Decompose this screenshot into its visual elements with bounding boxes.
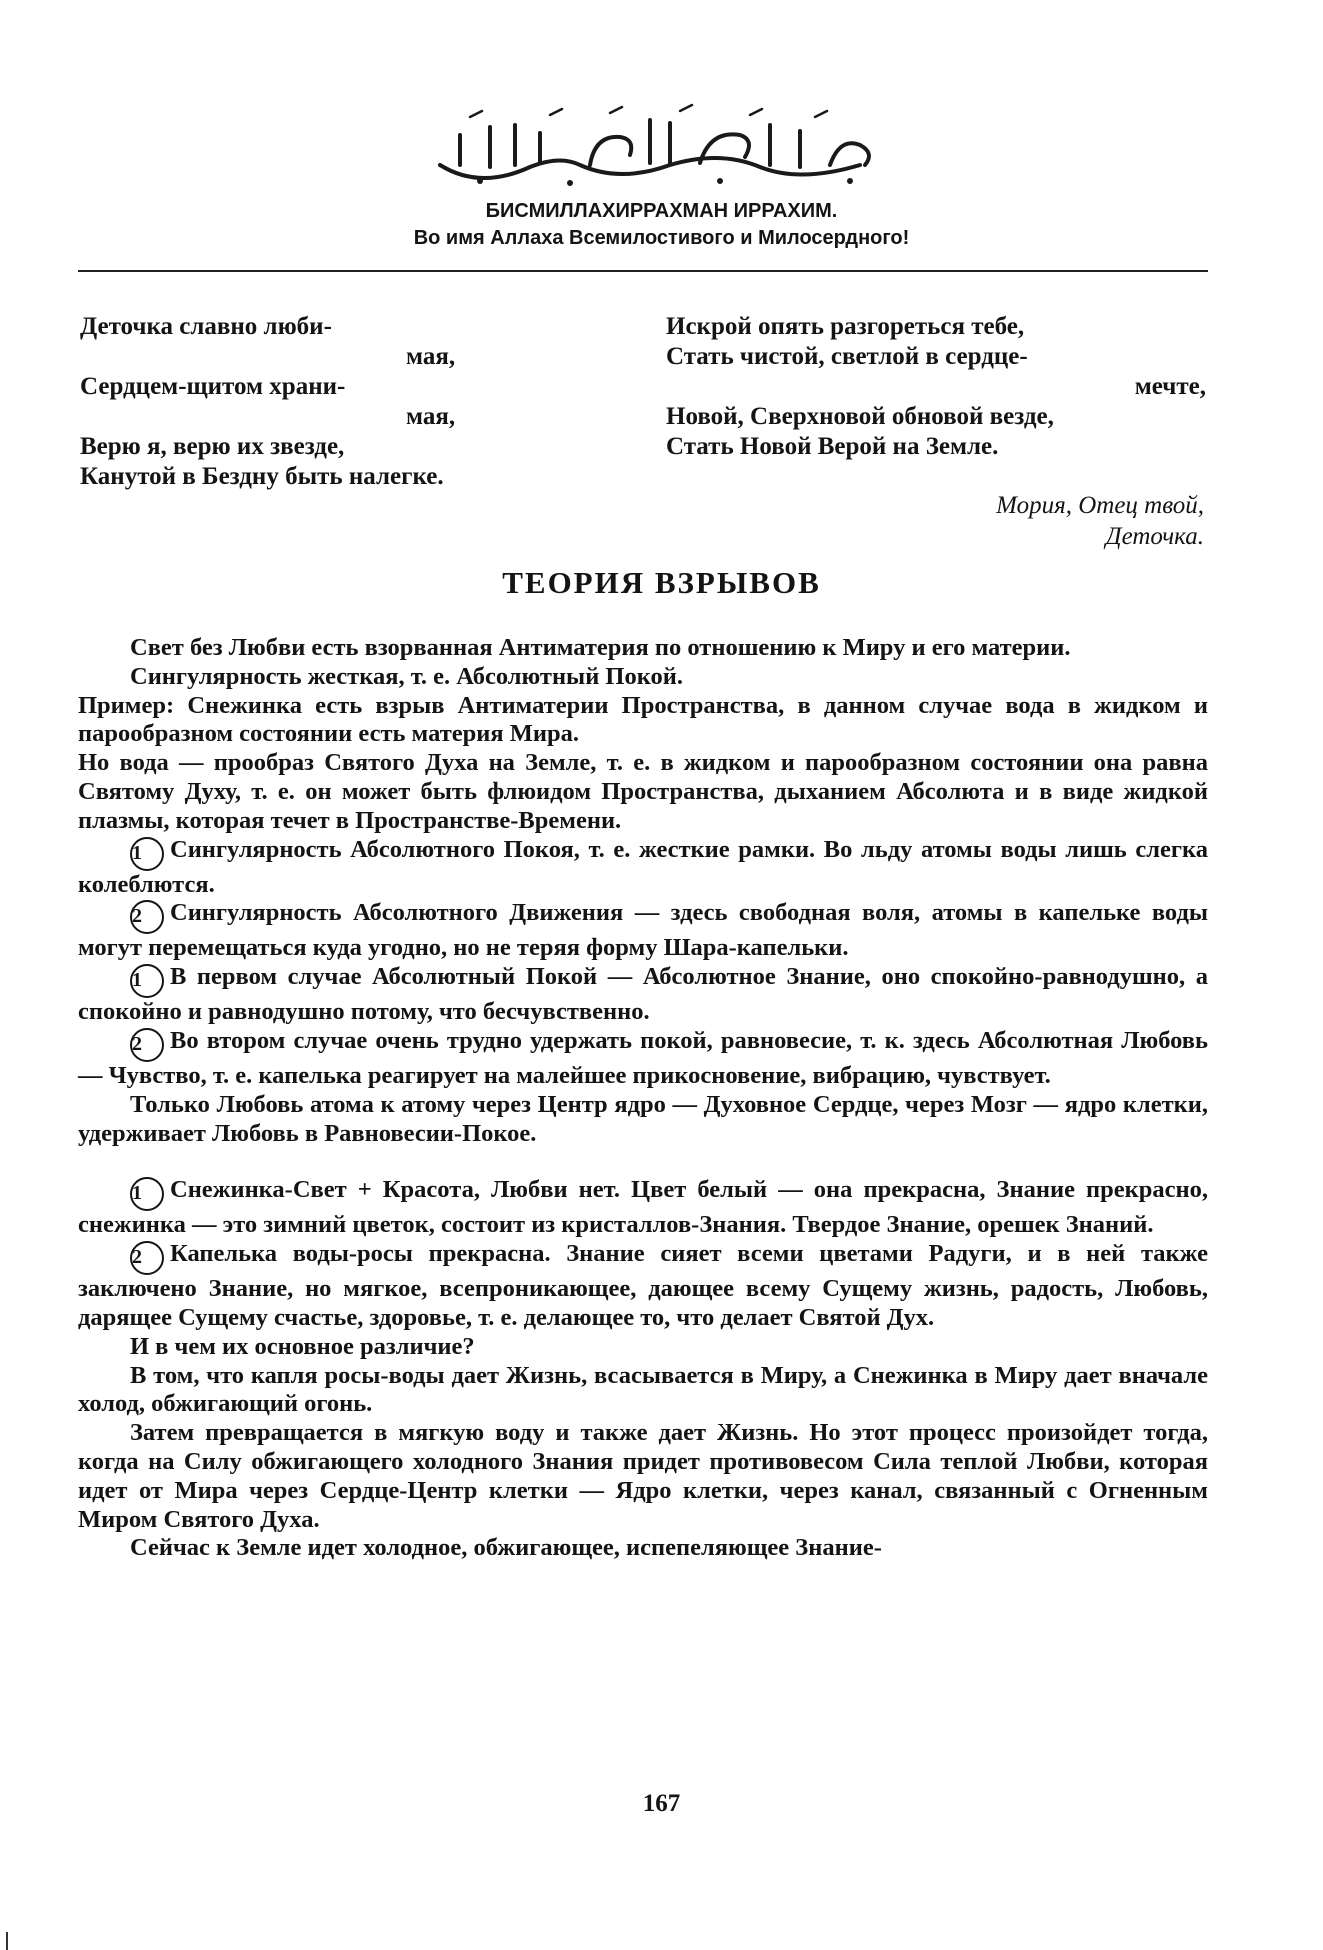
body-text	[78, 634, 1208, 1563]
poem-line: Канутой в Бездну быть налегке.	[80, 463, 444, 490]
poem-line: Верю я, верю их звезде,	[80, 433, 345, 460]
circled-number-marker: 2	[130, 1241, 164, 1275]
paragraph-text: Сингулярность Абсолютного Движения — здесь свободная воля, атомы в капельке воды могут перемещаться куда угодно, но не теряя форму Шара-капельки.	[78, 899, 1208, 962]
poem-signature	[800, 490, 1204, 552]
poem-line: мая,	[406, 343, 456, 370]
paragraph: Затем превращается в мягкую воду и также дает Жизнь. Но этот процесс произойдет тогда, когда на Силу обжигающего холодного Знания придет противовесом Сила теплой Любви, которая идет от Мира через Сердце-Центр клетки — Ядро клетки, через канал, связанный с Огненным Миром Святого Духа.	[78, 1419, 1208, 1533]
signature-line: Мория, Отец твой,	[996, 492, 1204, 519]
poem-line: Стать Новой Верой на Земле.	[666, 433, 999, 460]
page-number: 167	[642, 1790, 681, 1817]
poem-line: мечте,	[1134, 373, 1206, 400]
paragraph: Но вода — прообраз Святого Духа на Земле, т. е. в жидком и парообразном состоянии она равна Святому Духу, т. е. он может быть флюидом Пространства, дыханием Абсолюта и в виде жидкой плазмы, которая течет в Пространстве-Времени.	[78, 749, 1208, 834]
paragraph	[78, 1176, 1208, 1240]
paragraph	[78, 1240, 1208, 1333]
circled-number-marker: 1	[130, 837, 164, 871]
paragraph: Только Любовь атома к атому через Центр ядро — Духовное Сердце, через Мозг — ядро клетки, удерживает Любовь в Равновесии-Покое.	[78, 1090, 1208, 1147]
poem-line: мая,	[406, 403, 456, 430]
paragraph: Сингулярность жесткая, т. е. Абсолютный Покой.	[130, 662, 684, 690]
bismillah-calligraphy	[420, 95, 900, 195]
poem-line: Стать чистой, светлой в сердце-	[666, 343, 1028, 370]
paragraph-text: Сингулярность Абсолютного Покоя, т. е. жесткие рамки. Во льду атомы воды лишь слегка колеблются.	[78, 835, 1208, 898]
scan-margin-mark	[6, 1932, 8, 1950]
circled-number-marker: 2	[130, 1028, 164, 1062]
paragraph: Сейчас к Земле идет холодное, обжигающее, испепеляющее Знание-	[130, 1534, 882, 1562]
header-transliteration: БИСМИЛЛАХИРРАХМАН ИРРАХИМ.	[485, 200, 838, 222]
paragraph	[78, 1027, 1208, 1091]
paragraph: Свет без Любви есть взорванная Антиматерия по отношению к Миру и его материи.	[130, 634, 1071, 661]
paragraph: В том, что капля росы-воды дает Жизнь, всасывается в Миру, а Снежинка в Миру дает вначале холод, обжигающий огонь.	[78, 1361, 1208, 1418]
paragraph-text: Капелька воды-росы прекрасна. Знание сияет всеми цветами Радуги, и в ней также заключено Знание, но мягкое, всепроникающее, дающее всему Сущему жизнь, радость, Любовь, дарящее Сущему счастье, здоровье, т. е. делающее то, что делает Святой Дух.	[78, 1240, 1208, 1331]
poem-left-column	[80, 312, 600, 492]
section-title: ТЕОРИЯ ВЗРЫВОВ	[502, 565, 821, 600]
poem-line: Искрой опять разгореться тебе,	[666, 313, 1025, 340]
paragraph	[78, 963, 1208, 1027]
paragraph-text: Во втором случае очень трудно удержать покой, равновесие, т. к. здесь Абсолютная Любовь — Чувство, т. е. капелька реагирует на малейшее прикосновение, вибрацию, чувствует.	[78, 1026, 1208, 1089]
paragraph: И в чем их основное различие?	[130, 1332, 475, 1360]
circled-number-marker: 2	[130, 900, 164, 934]
header-divider	[78, 270, 1208, 272]
header-translation: Во имя Аллаха Всемилостивого и Милосердного!	[413, 227, 910, 249]
paragraph	[78, 899, 1208, 963]
poem-right-column	[666, 312, 1206, 462]
paragraph-text: В первом случае Абсолютный Покой — Абсолютное Знание, оно спокойно-равнодушно, а спокойно и равнодушно потому, что бесчувственно.	[78, 963, 1208, 1026]
paragraph-text: Снежинка-Свет + Красота, Любви нет. Цвет белый — она прекрасна, Знание прекрасно, снежинка — это зимний цветок, состоит из кристаллов-Знания. Твердое Знание, орешек Знаний.	[78, 1176, 1208, 1239]
circled-number-marker: 1	[130, 1177, 164, 1211]
poem-line: Новой, Сверхновой обновой везде,	[666, 403, 1054, 430]
poem-line: Деточка славно люби-	[80, 313, 332, 340]
circled-number-marker: 1	[130, 964, 164, 998]
paragraph: Пример: Снежинка есть взрыв Антиматерии Пространства, в данном случае вода в жидком и парообразном состоянии есть материя Мира.	[78, 691, 1208, 748]
poem-line: Сердцем-щитом храни-	[80, 373, 346, 400]
paragraph	[78, 836, 1208, 900]
signature-line: Деточка.	[1105, 523, 1204, 550]
paragraph-gap	[78, 1148, 1208, 1176]
